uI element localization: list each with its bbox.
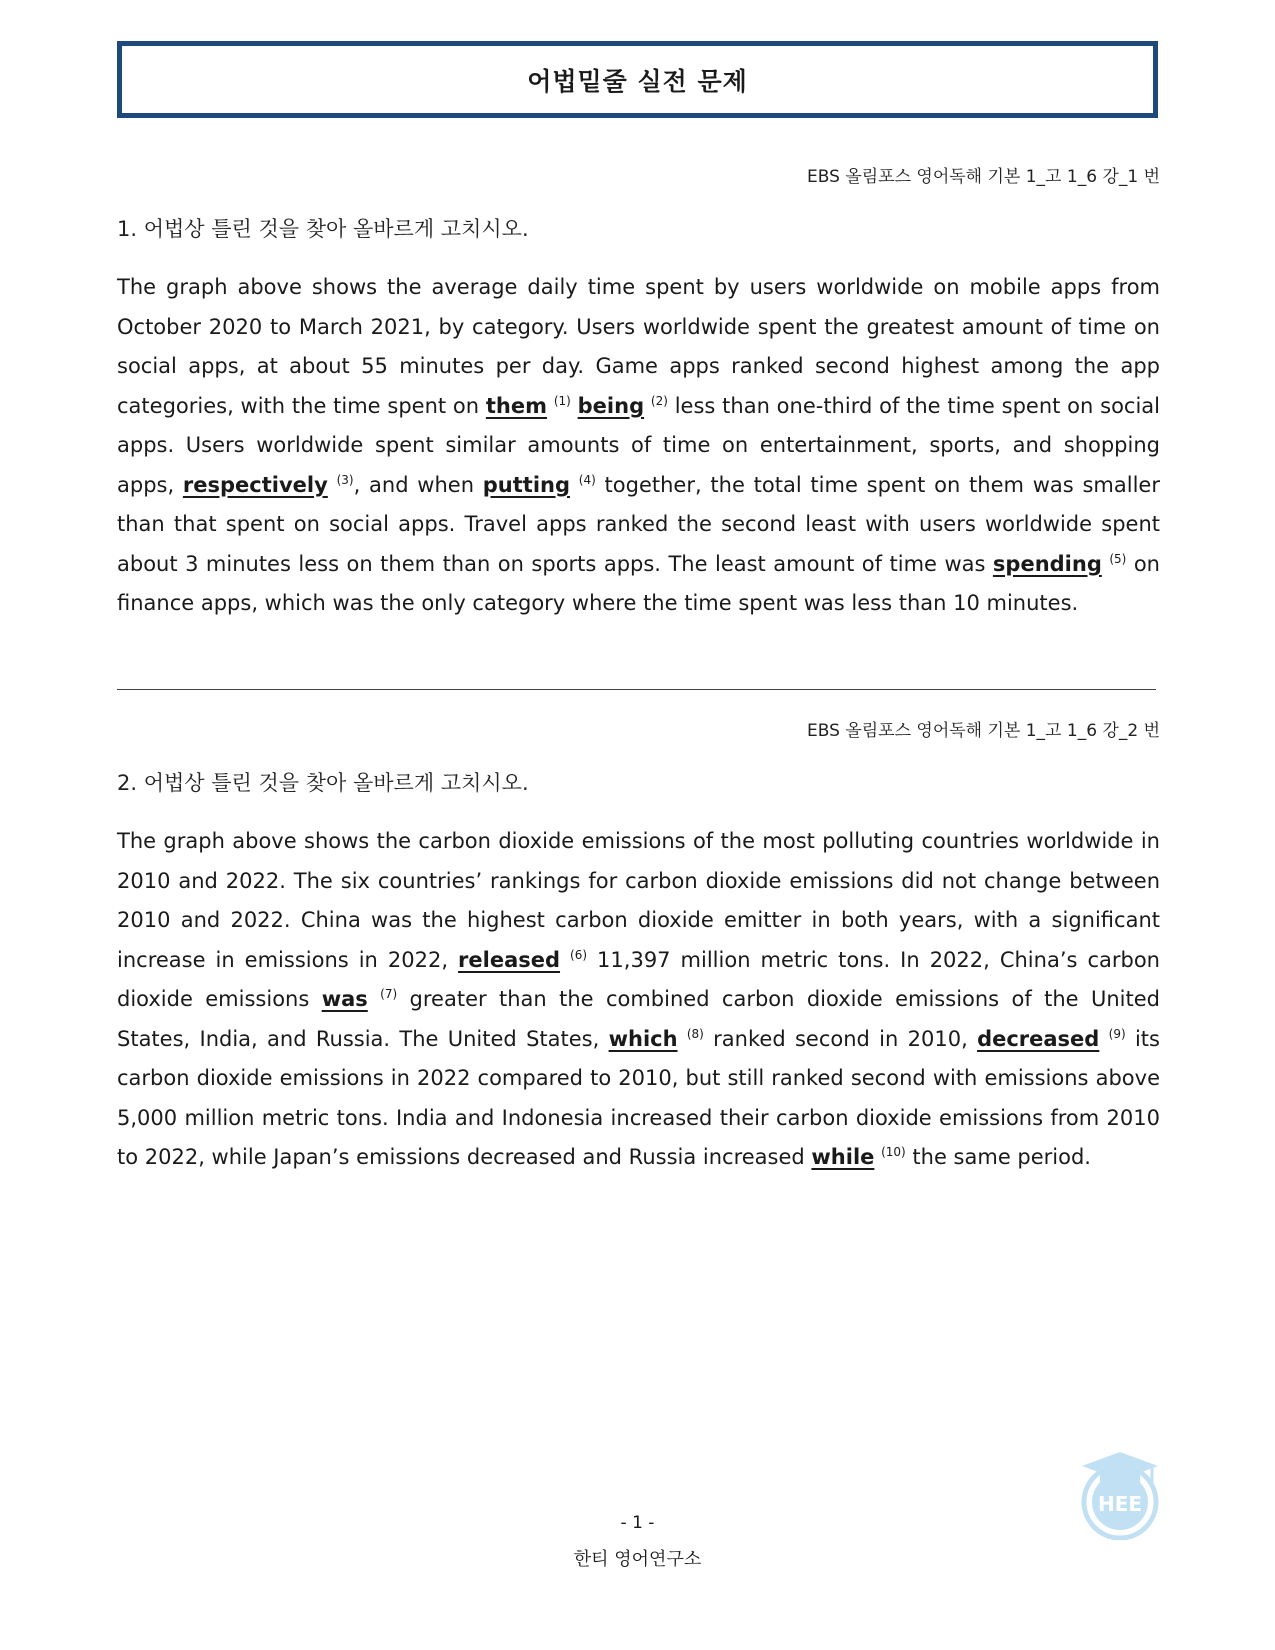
question-number-marker: (9) (1108, 1026, 1126, 1041)
question-number-marker: (8) (686, 1026, 704, 1041)
underlined-word: while (811, 1145, 875, 1169)
passage-text: The graph above shows the carbon dioxide emissions of the most polluting countries worldwide in 2010 and 2022. The six countries’ rankings for carbon dioxide emissions did not change between 2010 and 2022. China was the highest carbon dioxide emitter in both years, with a significant increase in emissions in 2022, (117, 829, 1160, 972)
question-number-marker: (4) (578, 472, 596, 487)
underlined-word: them (485, 393, 548, 418)
underlined-word: putting (482, 472, 571, 497)
underlined-word: spending (992, 551, 1102, 576)
question-number-marker: (10) (881, 1145, 906, 1159)
passage-text: together, the total time spent on them was smaller than that spent on social apps. Travel apps ranked the second least with users worldwide spent about 3 minutes less on them than on sports apps. The least amount of time was (117, 472, 1160, 576)
question-number-marker: (7) (380, 987, 398, 1001)
question-2-passage (117, 822, 1160, 1178)
passage-text: on finance apps, which was the only category where the time spent was less than 10 minutes. (117, 551, 1160, 615)
question-number-marker: (6) (570, 947, 588, 962)
question-1-instruction: 1. 어법상 틀린 것을 찾아 올바르게 고치시오. (117, 217, 529, 241)
passage-text: ranked second in 2010, (703, 1026, 978, 1051)
underlined-word: decreased (977, 1026, 1100, 1051)
passage-text: 11,397 million metric tons. In 2022, China’s carbon dioxide emissions (117, 947, 1160, 1011)
passage-text: the same period. (905, 1145, 1091, 1169)
page-number: - 1 - (620, 1513, 655, 1533)
passage-text (571, 394, 578, 418)
underlined-word: being (577, 393, 645, 418)
question-2-instruction: 2. 어법상 틀린 것을 찾아 올바르게 고치시오. (117, 771, 529, 795)
question-number-marker: (2) (650, 393, 668, 408)
passage-text: greater than the combined carbon dioxide emissions of the United States, India, and Russia. The United States, (117, 987, 1160, 1051)
title-box (117, 41, 1158, 118)
underlined-word: which (608, 1026, 678, 1051)
question-number-marker: (1) (553, 393, 571, 408)
question-number-marker: (5) (1109, 551, 1127, 566)
passage-text: , and when (353, 472, 483, 497)
section-divider (117, 689, 1156, 690)
passage-text: less than one-third of the time spent on social apps. Users worldwide spent similar amounts of time on entertainment, sports, and shopping apps, (117, 393, 1161, 497)
logo-text: HEE (1097, 1492, 1143, 1516)
passage-text: The graph above shows the average daily time spent by users worldwide on mobile apps from October 2020 to March 2021, by category. Users worldwide spent the greatest amount of time on social apps, at about 55 minutes per day. Game apps ranked second highest among the app categories, with the time spent on (117, 275, 1160, 418)
question-number-marker: (3) (336, 472, 354, 487)
underlined-word: respectively (182, 472, 328, 497)
passage-text: its carbon dioxide emissions in 2022 compared to 2010, but still ranked second with emissions above 5,000 million metric tons. India and Indonesia increased their carbon dioxide emissions from 2010 to 2022, while Japan’s emissions decreased and Russia increased (117, 1026, 1160, 1169)
question-1-passage (117, 268, 1160, 624)
page-title: 어법밑줄 실전 문제 (527, 66, 748, 96)
publisher-name: 한티 영어연구소 (573, 1549, 702, 1570)
question-1-source: EBS 올림포스 영어독해 기본 1_고 1_6 강_1 번 (807, 167, 1160, 187)
underlined-word: released (458, 947, 561, 972)
underlined-word: was (321, 987, 368, 1011)
question-2-source: EBS 올림포스 영어독해 기본 1_고 1_6 강_2 번 (807, 721, 1160, 741)
